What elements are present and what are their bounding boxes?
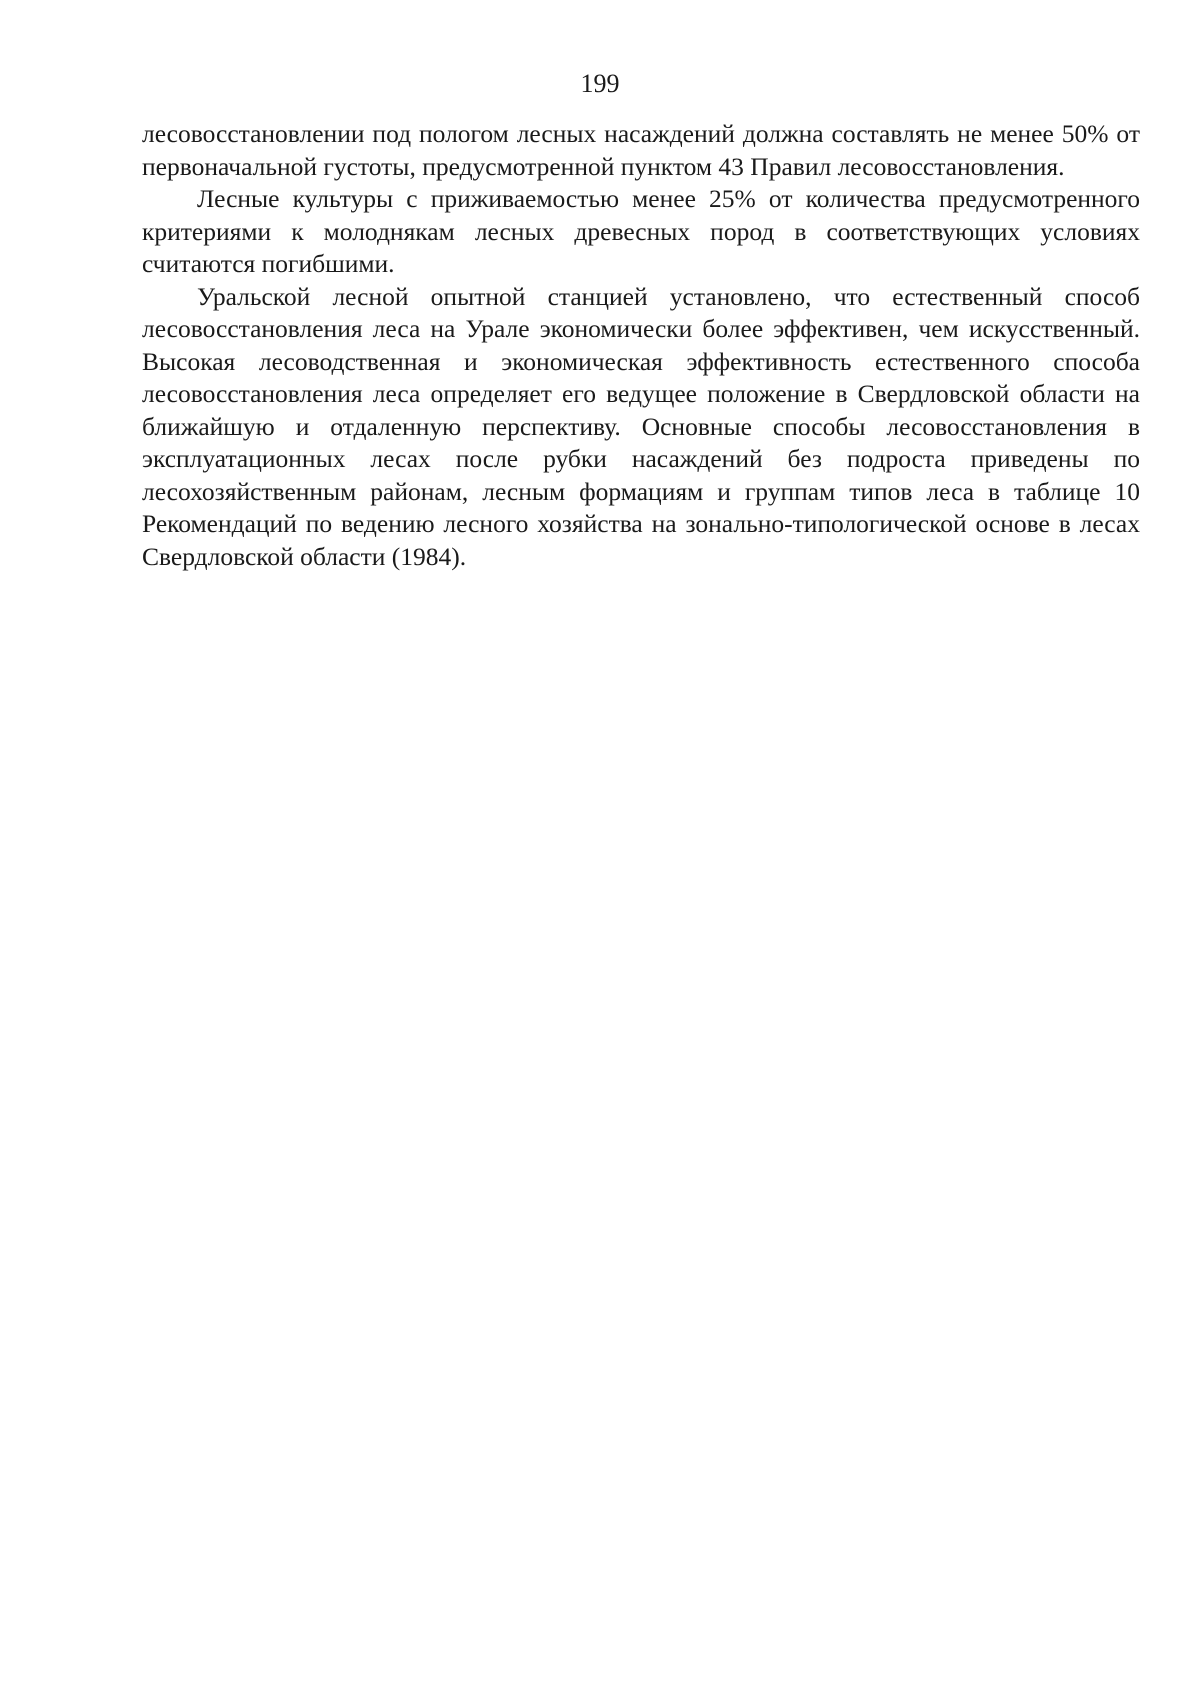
paragraph-2: Лесные культуры с приживаемостью менее 25% от количества предусмотренного критериями к молоднякам лесных древесных пород в соответствующих условиях считаются погибшими.	[142, 184, 1140, 278]
page-number: 199	[580, 69, 620, 98]
document-body	[142, 118, 1140, 573]
paragraph-1: лесовосстановлении под пологом лесных насаждений должна составлять не менее 50% от первоначальной густоты, предусмотренной пунктом 43 Правил лесовосстановления.	[142, 119, 1140, 181]
paragraph-3: Уральской лесной опытной станцией установлено, что естественный способ лесовосстановления леса на Урале экономически более эффективен, чем искусственный. Высокая лесоводственная и экономическая эффективность естественного способа лесовосстановления леса определяет его ведущее положение в Свердловской области на ближайшую и отдаленную перспективу. Основные способы лесовосстановления в эксплуатационных лесах после рубки насаждений без подроста приведены по лесохозяйственным районам, лесным формациям и группам типов леса в таблице 10 Рекомендаций по ведению лесного хозяйства на зонально-типологической основе в лесах Свердловской области (1984).	[142, 281, 1140, 571]
